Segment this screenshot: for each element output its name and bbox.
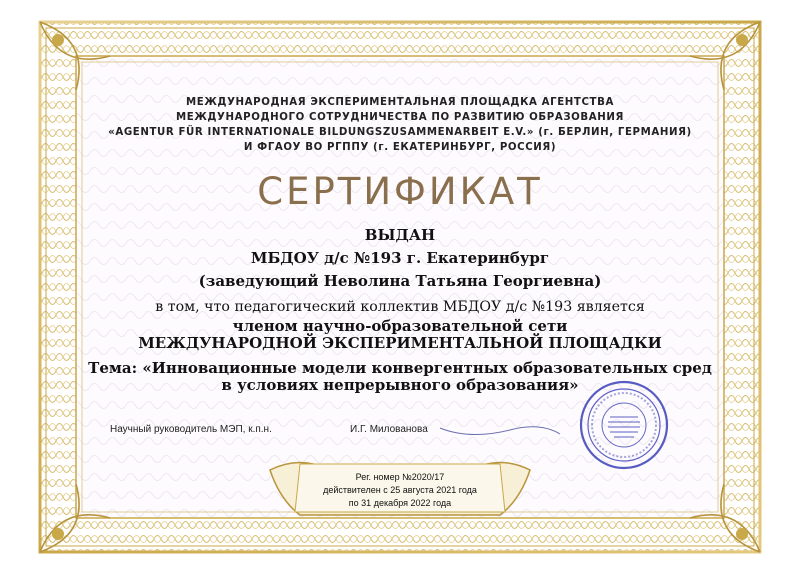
recipient-head: (заведующий Неволина Татьяна Георгиевна) [198, 272, 602, 290]
issued-label: ВЫДАН [364, 226, 436, 244]
signature-name: И.Г. Милованова [350, 424, 428, 435]
signature-role: Научный руководитель МЭП, к.п.н. [110, 424, 272, 435]
header-line-1: МЕЖДУНАРОДНАЯ ЭКСПЕРИМЕНТАЛЬНАЯ ПЛОЩАДКА АГЕНТСТВА [186, 97, 614, 108]
header-line-2: МЕЖДУНАРОДНОГО СОТРУДНИЧЕСТВА ПО РАЗВИТИЮ ОБРАЗОВАНИЯ [176, 112, 624, 123]
round-seal-stamp-icon [578, 379, 670, 471]
body-line-3: МЕЖДУНАРОДНОЙ ЭКСПЕРИМЕНТАЛЬНОЙ ПЛОЩАДКИ [138, 334, 662, 352]
theme-line-2: в условиях непрерывного образования» [221, 376, 579, 394]
header-line-3: «AGENTUR FÜR INTERNATIONALE BILDUNGSZUSAMMENARBEIT E.V.» (г. БЕРЛИН, ГЕРМАНИЯ) [108, 127, 692, 138]
body-line-2: членом научно-образовательной сети [232, 317, 568, 335]
registration-valid-from: действителен с 25 августа 2021 года [323, 485, 477, 495]
recipient-name: МБДОУ д/с №193 г. Екатеринбург [250, 249, 550, 267]
theme-line-1: Тема: «Инновационные модели конвергентных образовательных сред [88, 359, 712, 377]
header-line-4: И ФГАОУ ВО РГППУ (г. ЕКАТЕРИНБУРГ, РОССИЯ) [243, 142, 557, 153]
registration-number: Рег. номер №2020/17 [355, 472, 445, 482]
body-line-1: в том, что педагогический коллектив МБДОУ д/с №193 является [155, 299, 645, 315]
certificate-title: СЕРТИФИКАТ [257, 170, 543, 213]
registration-valid-to: по 31 декабря 2022 года [348, 498, 452, 508]
